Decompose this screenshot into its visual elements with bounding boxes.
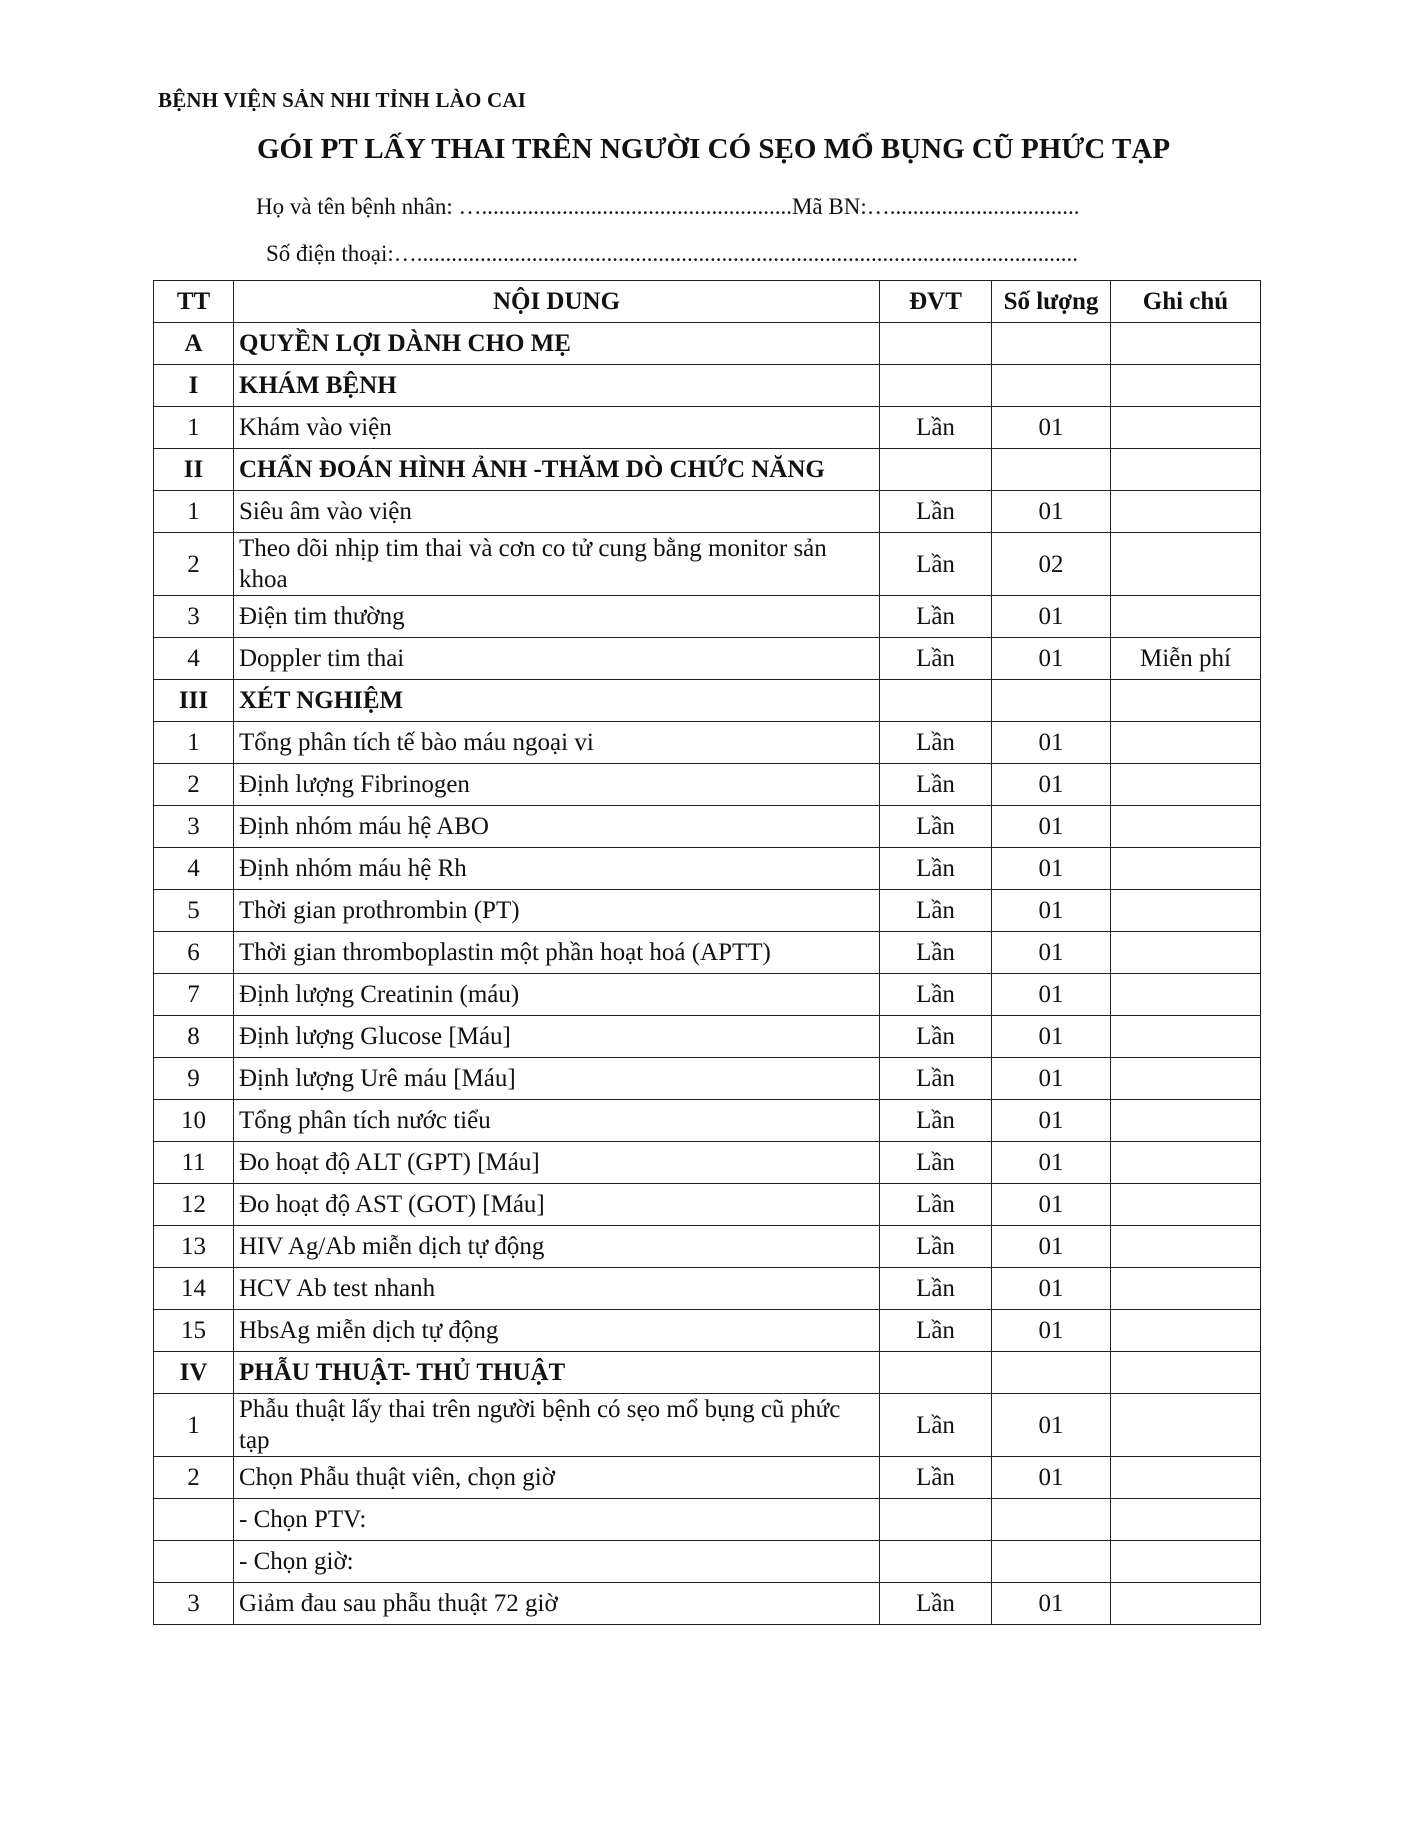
section-row bbox=[154, 365, 1261, 407]
cell-tt: 1 bbox=[154, 722, 234, 764]
cell-content: Phẫu thuật lấy thai trên người bệnh có sẹo mổ bụng cũ phức tạp bbox=[234, 1394, 880, 1457]
cell-note bbox=[1111, 596, 1261, 638]
cell-note bbox=[1111, 1226, 1261, 1268]
cell-quantity: 01 bbox=[992, 722, 1111, 764]
package-table bbox=[153, 280, 1261, 1625]
cell-content: Định lượng Urê máu [Máu] bbox=[234, 1058, 880, 1100]
cell-unit bbox=[880, 680, 992, 722]
cell-content: Định nhóm máu hệ Rh bbox=[234, 848, 880, 890]
cell-quantity: 01 bbox=[992, 1310, 1111, 1352]
cell-tt: 1 bbox=[154, 1394, 234, 1457]
cell-content: Tổng phân tích nước tiểu bbox=[234, 1100, 880, 1142]
cell-content: Doppler tim thai bbox=[234, 638, 880, 680]
table-row bbox=[154, 1058, 1261, 1100]
cell-tt: 8 bbox=[154, 1016, 234, 1058]
cell-unit bbox=[880, 1499, 992, 1541]
cell-unit: Lần bbox=[880, 1184, 992, 1226]
cell-tt: 5 bbox=[154, 890, 234, 932]
cell-content: Giảm đau sau phẫu thuật 72 giờ bbox=[234, 1583, 880, 1625]
cell-quantity bbox=[992, 365, 1111, 407]
cell-unit: Lần bbox=[880, 638, 992, 680]
cell-quantity: 01 bbox=[992, 1184, 1111, 1226]
cell-content: XÉT NGHIỆM bbox=[234, 680, 880, 722]
cell-unit: Lần bbox=[880, 1583, 992, 1625]
cell-content: - Chọn giờ: bbox=[234, 1541, 880, 1583]
cell-tt: 6 bbox=[154, 932, 234, 974]
cell-unit: Lần bbox=[880, 974, 992, 1016]
cell-note bbox=[1111, 323, 1261, 365]
cell-quantity bbox=[992, 449, 1111, 491]
cell-note: Miễn phí bbox=[1111, 638, 1261, 680]
col-header-tt: TT bbox=[154, 281, 234, 323]
cell-quantity: 01 bbox=[992, 1142, 1111, 1184]
cell-content: Thời gian thromboplastin một phần hoạt hoá (APTT) bbox=[234, 932, 880, 974]
cell-quantity: 01 bbox=[992, 890, 1111, 932]
cell-quantity: 01 bbox=[992, 806, 1111, 848]
section-row bbox=[154, 449, 1261, 491]
cell-quantity: 01 bbox=[992, 1016, 1111, 1058]
cell-tt: II bbox=[154, 449, 234, 491]
cell-content: Tổng phân tích tế bào máu ngoại vi bbox=[234, 722, 880, 764]
table-row bbox=[154, 407, 1261, 449]
cell-quantity: 01 bbox=[992, 1394, 1111, 1457]
cell-content: Chọn Phẫu thuật viên, chọn giờ bbox=[234, 1457, 880, 1499]
cell-quantity: 01 bbox=[992, 638, 1111, 680]
cell-unit bbox=[880, 323, 992, 365]
cell-tt: 15 bbox=[154, 1310, 234, 1352]
cell-quantity: 01 bbox=[992, 1583, 1111, 1625]
cell-note bbox=[1111, 365, 1261, 407]
cell-unit: Lần bbox=[880, 1058, 992, 1100]
table-row bbox=[154, 722, 1261, 764]
cell-note bbox=[1111, 764, 1261, 806]
table-row bbox=[154, 890, 1261, 932]
table-row bbox=[154, 1226, 1261, 1268]
cell-unit: Lần bbox=[880, 1142, 992, 1184]
cell-quantity: 01 bbox=[992, 848, 1111, 890]
cell-unit: Lần bbox=[880, 1394, 992, 1457]
cell-unit: Lần bbox=[880, 932, 992, 974]
col-header-content: NỘI DUNG bbox=[234, 281, 880, 323]
cell-note bbox=[1111, 407, 1261, 449]
cell-unit: Lần bbox=[880, 407, 992, 449]
cell-content: Định lượng Fibrinogen bbox=[234, 764, 880, 806]
cell-unit: Lần bbox=[880, 806, 992, 848]
cell-unit: Lần bbox=[880, 890, 992, 932]
cell-tt: 10 bbox=[154, 1100, 234, 1142]
cell-content: Khám vào viện bbox=[234, 407, 880, 449]
cell-tt: 2 bbox=[154, 533, 234, 596]
cell-note bbox=[1111, 1352, 1261, 1394]
cell-unit: Lần bbox=[880, 1457, 992, 1499]
cell-content: - Chọn PTV: bbox=[234, 1499, 880, 1541]
cell-content: HIV Ag/Ab miễn dịch tự động bbox=[234, 1226, 880, 1268]
cell-note bbox=[1111, 1499, 1261, 1541]
table-row bbox=[154, 1499, 1261, 1541]
cell-content: KHÁM BỆNH bbox=[234, 365, 880, 407]
col-header-unit: ĐVT bbox=[880, 281, 992, 323]
cell-content: HbsAg miễn dịch tự động bbox=[234, 1310, 880, 1352]
table-row bbox=[154, 1100, 1261, 1142]
cell-tt: 4 bbox=[154, 848, 234, 890]
cell-tt bbox=[154, 1499, 234, 1541]
cell-unit: Lần bbox=[880, 596, 992, 638]
cell-unit bbox=[880, 1352, 992, 1394]
cell-unit bbox=[880, 365, 992, 407]
table-row bbox=[154, 1016, 1261, 1058]
cell-quantity: 01 bbox=[992, 974, 1111, 1016]
cell-content: Định lượng Glucose [Máu] bbox=[234, 1016, 880, 1058]
table-row bbox=[154, 1184, 1261, 1226]
cell-unit: Lần bbox=[880, 1268, 992, 1310]
section-row bbox=[154, 680, 1261, 722]
cell-quantity bbox=[992, 323, 1111, 365]
hospital-name: BỆNH VIỆN SẢN NHI TỈNH LÀO CAI bbox=[158, 88, 527, 112]
cell-note bbox=[1111, 1394, 1261, 1457]
phone-line: Số điện thoại:…................................................................................................................... bbox=[266, 241, 1079, 266]
cell-note bbox=[1111, 806, 1261, 848]
cell-tt: 12 bbox=[154, 1184, 234, 1226]
table-row bbox=[154, 491, 1261, 533]
cell-content: CHẨN ĐOÁN HÌNH ẢNH -THĂM DÒ CHỨC NĂNG bbox=[234, 449, 880, 491]
table-row bbox=[154, 638, 1261, 680]
document-title: GÓI PT LẤY THAI TRÊN NGƯỜI CÓ SẸO MỔ BỤNG CŨ PHỨC TẠP bbox=[256, 133, 1171, 165]
table-body bbox=[154, 323, 1261, 1625]
cell-content: Định nhóm máu hệ ABO bbox=[234, 806, 880, 848]
cell-quantity: 01 bbox=[992, 407, 1111, 449]
cell-content: Theo dõi nhịp tim thai và cơn co tử cung bằng monitor sản khoa bbox=[234, 533, 880, 596]
cell-quantity: 01 bbox=[992, 491, 1111, 533]
cell-tt: 9 bbox=[154, 1058, 234, 1100]
cell-note bbox=[1111, 722, 1261, 764]
cell-quantity bbox=[992, 680, 1111, 722]
table-row bbox=[154, 932, 1261, 974]
cell-tt: 1 bbox=[154, 491, 234, 533]
cell-tt: 2 bbox=[154, 1457, 234, 1499]
cell-note bbox=[1111, 890, 1261, 932]
cell-tt: 13 bbox=[154, 1226, 234, 1268]
cell-unit: Lần bbox=[880, 1310, 992, 1352]
cell-note bbox=[1111, 680, 1261, 722]
cell-unit: Lần bbox=[880, 722, 992, 764]
cell-tt: 3 bbox=[154, 806, 234, 848]
cell-note bbox=[1111, 1142, 1261, 1184]
cell-tt: 2 bbox=[154, 764, 234, 806]
table-row bbox=[154, 1583, 1261, 1625]
section-row bbox=[154, 1352, 1261, 1394]
cell-unit: Lần bbox=[880, 491, 992, 533]
cell-content: QUYỀN LỢI DÀNH CHO MẸ bbox=[234, 323, 880, 365]
table-row bbox=[154, 1457, 1261, 1499]
table-row bbox=[154, 1268, 1261, 1310]
cell-quantity: 01 bbox=[992, 596, 1111, 638]
cell-note bbox=[1111, 1541, 1261, 1583]
cell-quantity: 01 bbox=[992, 764, 1111, 806]
section-row bbox=[154, 323, 1261, 365]
cell-tt: A bbox=[154, 323, 234, 365]
cell-quantity: 01 bbox=[992, 1058, 1111, 1100]
cell-quantity bbox=[992, 1541, 1111, 1583]
cell-quantity: 02 bbox=[992, 533, 1111, 596]
table-row bbox=[154, 596, 1261, 638]
cell-content: Định lượng Creatinin (máu) bbox=[234, 974, 880, 1016]
cell-quantity bbox=[992, 1499, 1111, 1541]
cell-content: PHẪU THUẬT- THỦ THUẬT bbox=[234, 1352, 880, 1394]
table-row bbox=[154, 533, 1261, 596]
cell-note bbox=[1111, 1184, 1261, 1226]
cell-content: Siêu âm vào viện bbox=[234, 491, 880, 533]
cell-tt: I bbox=[154, 365, 234, 407]
table-row bbox=[154, 1142, 1261, 1184]
cell-quantity: 01 bbox=[992, 1100, 1111, 1142]
cell-quantity: 01 bbox=[992, 1268, 1111, 1310]
cell-note bbox=[1111, 1268, 1261, 1310]
cell-note bbox=[1111, 1058, 1261, 1100]
cell-note bbox=[1111, 449, 1261, 491]
cell-note bbox=[1111, 1583, 1261, 1625]
col-header-note: Ghi chú bbox=[1111, 281, 1261, 323]
table-row bbox=[154, 764, 1261, 806]
table-row bbox=[154, 1541, 1261, 1583]
table-row bbox=[154, 806, 1261, 848]
col-header-quantity: Số lượng bbox=[992, 281, 1111, 323]
cell-note bbox=[1111, 533, 1261, 596]
table-row bbox=[154, 1394, 1261, 1457]
cell-quantity: 01 bbox=[992, 1457, 1111, 1499]
cell-unit: Lần bbox=[880, 1226, 992, 1268]
cell-note bbox=[1111, 1310, 1261, 1352]
cell-unit: Lần bbox=[880, 533, 992, 596]
cell-tt: IV bbox=[154, 1352, 234, 1394]
cell-content: Đo hoạt độ AST (GOT) [Máu] bbox=[234, 1184, 880, 1226]
patient-name-line: Họ và tên bệnh nhân: …......................................................Mã BN:…................................. bbox=[256, 194, 1080, 219]
cell-quantity: 01 bbox=[992, 932, 1111, 974]
cell-unit bbox=[880, 1541, 992, 1583]
cell-quantity bbox=[992, 1352, 1111, 1394]
cell-content: Thời gian prothrombin (PT) bbox=[234, 890, 880, 932]
cell-unit: Lần bbox=[880, 1016, 992, 1058]
cell-note bbox=[1111, 848, 1261, 890]
cell-unit: Lần bbox=[880, 764, 992, 806]
cell-quantity: 01 bbox=[992, 1226, 1111, 1268]
cell-unit: Lần bbox=[880, 1100, 992, 1142]
cell-unit: Lần bbox=[880, 848, 992, 890]
table-row bbox=[154, 848, 1261, 890]
cell-content: Điện tim thường bbox=[234, 596, 880, 638]
cell-tt: III bbox=[154, 680, 234, 722]
cell-note bbox=[1111, 932, 1261, 974]
cell-tt: 1 bbox=[154, 407, 234, 449]
table-header-row bbox=[154, 281, 1261, 323]
cell-tt: 3 bbox=[154, 596, 234, 638]
cell-note bbox=[1111, 1457, 1261, 1499]
cell-content: Đo hoạt độ ALT (GPT) [Máu] bbox=[234, 1142, 880, 1184]
cell-note bbox=[1111, 1100, 1261, 1142]
cell-tt bbox=[154, 1541, 234, 1583]
cell-tt: 7 bbox=[154, 974, 234, 1016]
cell-tt: 11 bbox=[154, 1142, 234, 1184]
table-row bbox=[154, 1310, 1261, 1352]
cell-tt: 3 bbox=[154, 1583, 234, 1625]
cell-tt: 14 bbox=[154, 1268, 234, 1310]
table-row bbox=[154, 974, 1261, 1016]
cell-content: HCV Ab test nhanh bbox=[234, 1268, 880, 1310]
cell-note bbox=[1111, 1016, 1261, 1058]
cell-tt: 4 bbox=[154, 638, 234, 680]
cell-note bbox=[1111, 974, 1261, 1016]
cell-unit bbox=[880, 449, 992, 491]
cell-note bbox=[1111, 491, 1261, 533]
